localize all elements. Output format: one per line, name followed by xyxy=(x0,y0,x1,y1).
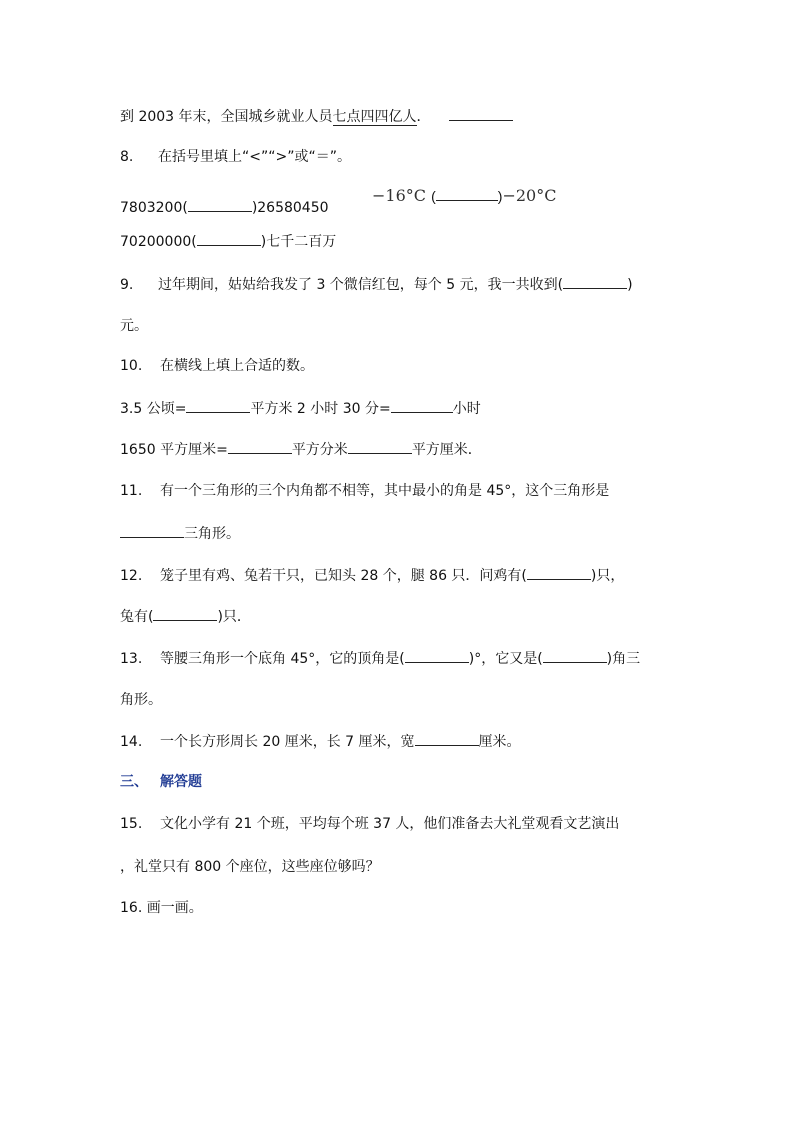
question-text: 一个长方形周长 20 厘米，长 7 厘米，宽 xyxy=(160,734,415,750)
question-text: )只． xyxy=(217,609,251,625)
question-10 xyxy=(120,356,314,376)
q8-right-value: )七千二百万 xyxy=(260,234,337,250)
question-text: 厘米。 xyxy=(478,734,521,750)
answer-blank[interactable] xyxy=(415,731,479,746)
section-title: 解答题 xyxy=(160,774,202,790)
statement-end: ． xyxy=(416,109,431,125)
question-text: 在横线上填上合适的数。 xyxy=(160,358,314,374)
question-8 xyxy=(120,147,351,167)
question-text: 笼子里有鸡、兔若干只，已知头 28 个，腿 86 只．问鸡有( xyxy=(160,568,527,584)
q10-row-1 xyxy=(120,398,481,419)
section-heading xyxy=(120,772,202,792)
q8-right-value: )26580450 xyxy=(251,200,329,216)
question-number: 14. xyxy=(120,734,143,750)
question-13 xyxy=(120,648,640,669)
temperature-left: −16°C xyxy=(372,186,427,205)
question-11-cont xyxy=(120,523,240,544)
q10-text: 1650 平方厘米= xyxy=(120,442,228,458)
q8-temperature-item: −16°C ( )−20°C xyxy=(372,186,557,205)
question-number: 11. xyxy=(120,483,143,499)
q8-item-a xyxy=(120,197,329,218)
question-12 xyxy=(120,565,624,586)
underlined-text: 七点四四亿人 xyxy=(332,109,417,125)
answer-blank[interactable] xyxy=(153,606,217,621)
answer-blank[interactable] xyxy=(543,648,607,663)
question-number: 16. xyxy=(120,900,143,916)
answer-blank[interactable] xyxy=(405,648,469,663)
q10-row-2 xyxy=(120,439,482,460)
q10-text: 小时 xyxy=(452,401,481,417)
answer-blank[interactable] xyxy=(527,565,591,580)
q10-text: 平方厘米． xyxy=(411,442,482,458)
question-number: 13. xyxy=(120,651,143,667)
question-text: )只， xyxy=(590,568,625,584)
question-text: 角形。 xyxy=(120,692,162,708)
question-text: 等腰三角形一个底角 45°，它的顶角是( xyxy=(160,651,405,667)
question-9 xyxy=(120,274,633,295)
statement-line xyxy=(120,106,513,127)
question-number: 9. xyxy=(120,277,134,293)
question-text: 兔有( xyxy=(120,609,154,625)
question-text: 在括号里填上“<”“>”或“＝”。 xyxy=(158,149,351,165)
answer-blank[interactable] xyxy=(449,106,513,121)
compare-blank[interactable] xyxy=(436,186,498,201)
answer-blank[interactable] xyxy=(391,398,453,413)
answer-blank[interactable] xyxy=(186,398,250,413)
question-text: )°，它又是( xyxy=(468,651,543,667)
compare-blank[interactable] xyxy=(188,197,252,212)
answer-blank[interactable] xyxy=(120,523,184,538)
question-15 xyxy=(120,814,619,834)
answer-blank[interactable] xyxy=(228,439,292,454)
answer-blank[interactable] xyxy=(563,274,627,289)
question-text: 过年期间，姑姑给我发了 3 个微信红包，每个 5 元，我一共收到( xyxy=(158,277,564,293)
question-text: )角三 xyxy=(606,651,641,667)
question-text: ，礼堂只有 800 个座位，这些座位够吗？ xyxy=(120,859,380,875)
question-number: 12. xyxy=(120,568,143,584)
question-11 xyxy=(120,481,609,501)
question-text: 元。 xyxy=(120,318,148,334)
section-number: 三、 xyxy=(120,774,148,790)
q10-text: 平方米 2 小时 30 分= xyxy=(250,401,391,417)
question-text: 文化小学有 21 个班，平均每个班 37 人，他们准备去大礼堂观看文艺演出 xyxy=(160,816,620,832)
statement-text: 到 2003 年末，全国城乡就业人员 xyxy=(120,109,333,125)
question-text: 三角形。 xyxy=(184,526,240,542)
question-15-cont xyxy=(120,857,380,877)
question-12-cont xyxy=(120,606,251,627)
question-number: 10. xyxy=(120,358,143,374)
question-9-cont xyxy=(120,316,148,336)
question-number: 15. xyxy=(120,816,143,832)
q10-text: 3.5 公顷= xyxy=(120,401,187,417)
temperature-right: −20°C xyxy=(502,186,557,205)
answer-blank[interactable] xyxy=(348,439,412,454)
question-16 xyxy=(120,898,203,918)
question-number: 8. xyxy=(120,149,134,165)
question-14 xyxy=(120,731,521,752)
q10-text: 平方分米 xyxy=(291,442,348,458)
paren-close: ) xyxy=(627,277,633,293)
q8-left-value: 70200000( xyxy=(120,234,197,250)
question-text: 有一个三角形的三个内角都不相等，其中最小的角是 45°，这个三角形是 xyxy=(160,483,610,499)
q8-item-b xyxy=(120,231,336,252)
question-text: 画一画。 xyxy=(146,900,203,916)
q8-left-value: 7803200( xyxy=(120,200,188,216)
question-13-cont xyxy=(120,690,162,710)
compare-blank[interactable] xyxy=(197,231,261,246)
